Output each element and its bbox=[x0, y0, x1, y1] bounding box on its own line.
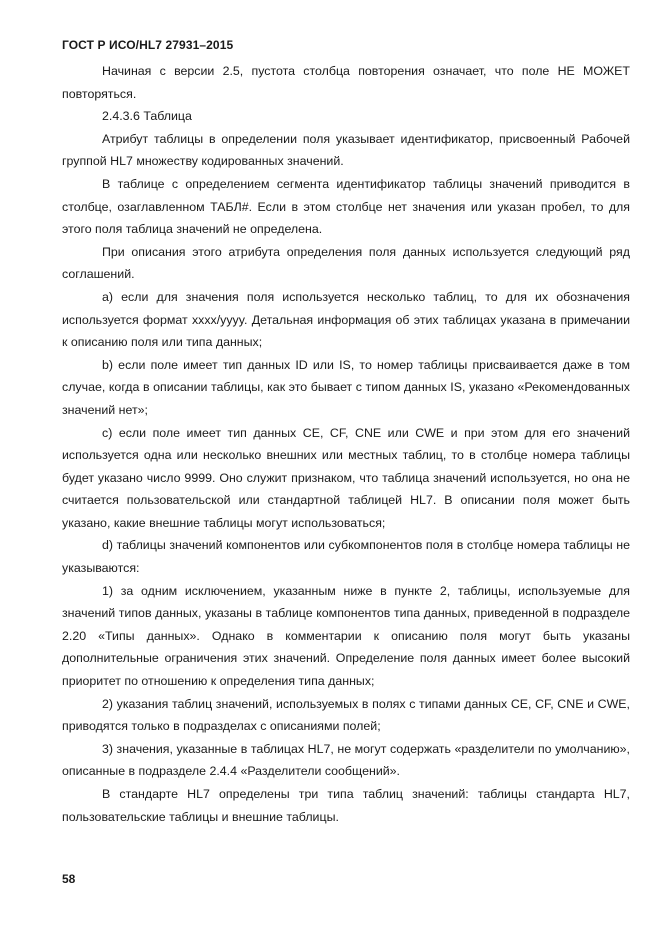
list-item: a) если для значения поля используется несколько таблиц, то для их обозначения используется формат xxxx/yyyy. Детальная информация об этих таблицах указана в примечании к описанию поля или типа данных; bbox=[62, 289, 630, 350]
numbered-item: 1) за одним исключением, указанным ниже в пункте 2, таблицы, используемые для значений типов данных, указаны в таблице компонентов типа данных, приведенной в подразделе 2.20 «Типы данных». Однако в комментарии к описанию поля могут быть указаны дополнительные ограничения этих значений. Определение поля данных имеет более высокий приоритет по отношению к определения типа данных; bbox=[62, 583, 630, 689]
paragraph: Начиная с версии 2.5, пустота столбца повторения означает, что поле НЕ МОЖЕТ повторяться. bbox=[62, 64, 630, 101]
document-body bbox=[62, 60, 630, 828]
paragraph: Атрибут таблицы в определении поля указывает идентификатор, присвоенный Рабочей группой HL7 множеству кодированных значений. bbox=[62, 131, 630, 169]
numbered-item: 3) значения, указанные в таблицах HL7, не могут содержать «разделители по умолчанию», описанные в подразделе 2.4.4 «Разделители сообщений». bbox=[62, 741, 630, 779]
numbered-item: 2) указания таблиц значений, используемых в полях с типами данных CE, CF, CNE и CWE, приводятся только в подразделах с описаниями полей; bbox=[62, 696, 630, 734]
page-number: 58 bbox=[62, 872, 76, 886]
list-item: c) если поле имеет тип данных CE, CF, CNE или CWE и при этом для его значений используется одна или несколько внешних или местных таблиц, то в столбце номера таблицы будет указано число 9999. Оно служит признаком, что таблица значений используется, но она не считается пользовательской или стандартной таблицей HL7. В описании поля может быть указано, какие внешние таблицы могут использоваться; bbox=[62, 425, 630, 530]
list-item: b) если поле имеет тип данных ID или IS, то номер таблицы присваивается даже в том случае, когда в описании таблицы, как это бывает с типом данных IS, указано «Рекомендованных значений нет»; bbox=[62, 357, 630, 417]
section-heading: 2.4.3.6 Таблица bbox=[102, 109, 192, 124]
document-header: ГОСТ Р ИСО/HL7 27931–2015 bbox=[62, 38, 234, 52]
paragraph: В стандарте HL7 определены три типа таблиц значений: таблицы стандарта HL7, пользовательские таблицы и внешние таблицы. bbox=[62, 787, 630, 824]
list-item: d) таблицы значений компонентов или субкомпонентов поля в столбце номера таблицы не указываются: bbox=[62, 538, 630, 576]
paragraph: При описания этого атрибута определения поля данных используется следующий ряд соглашений. bbox=[62, 244, 630, 282]
paragraph: В таблице с определением сегмента идентификатор таблицы значений приводится в столбце, озаглавленном ТАБЛ#. Если в этом столбце нет значения или указан пробел, то для этого поля таблица значений не определена. bbox=[62, 176, 630, 237]
